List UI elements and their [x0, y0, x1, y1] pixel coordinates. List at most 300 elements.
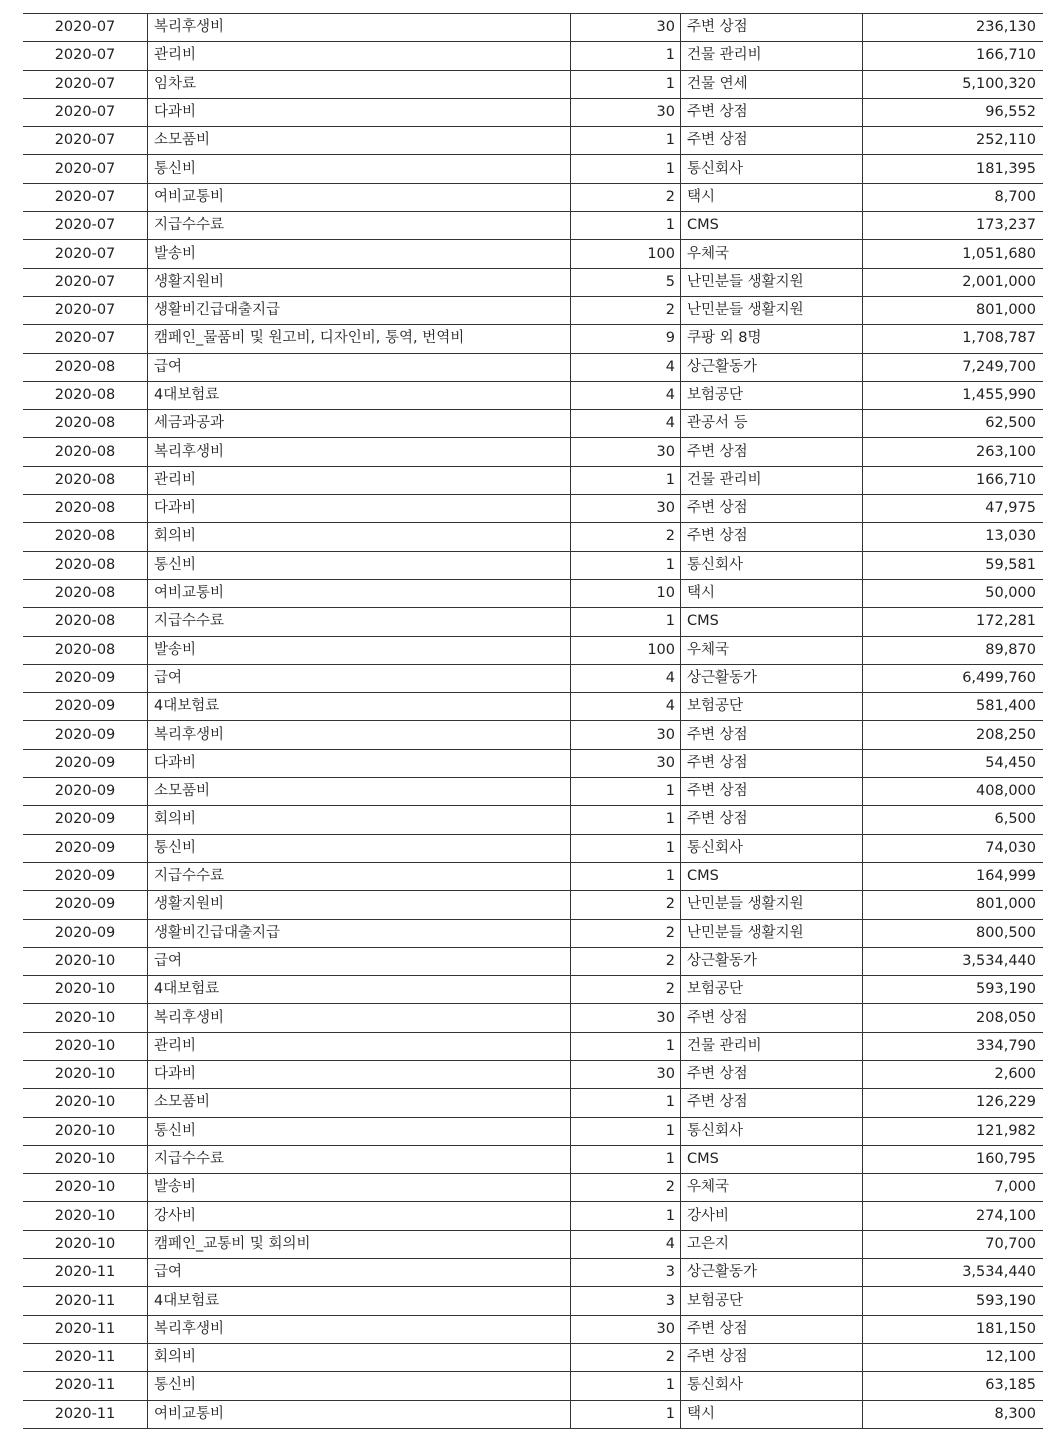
- amount-cell: 126,229: [863, 1089, 1044, 1117]
- payee-cell: 건물 관리비: [681, 1032, 863, 1060]
- amount-cell: 1,455,990: [863, 381, 1044, 409]
- table-row: [23, 1117, 1043, 1145]
- payee-cell: 통신회사: [681, 1372, 863, 1400]
- month-cell: 2020-08: [23, 495, 148, 523]
- payee-cell: 주변 상점: [681, 721, 863, 749]
- amount-cell: 2,001,000: [863, 268, 1044, 296]
- expense-item-cell: 관리비: [148, 466, 571, 494]
- quantity-cell: 100: [571, 636, 681, 664]
- month-cell: 2020-07: [23, 325, 148, 353]
- amount-cell: 593,190: [863, 976, 1044, 1004]
- expense-item-cell: 발송비: [148, 240, 571, 268]
- month-cell: 2020-09: [23, 834, 148, 862]
- month-cell: 2020-11: [23, 1287, 148, 1315]
- quantity-cell: 3: [571, 1287, 681, 1315]
- quantity-cell: 1: [571, 70, 681, 98]
- month-cell: 2020-07: [23, 240, 148, 268]
- expense-item-cell: 여비교통비: [148, 1400, 571, 1428]
- amount-cell: 263,100: [863, 438, 1044, 466]
- table-row: [23, 523, 1043, 551]
- expense-item-cell: 회의비: [148, 1343, 571, 1371]
- expense-item-cell: 4대보험료: [148, 381, 571, 409]
- amount-cell: 181,150: [863, 1315, 1044, 1343]
- quantity-cell: 1: [571, 212, 681, 240]
- quantity-cell: 30: [571, 721, 681, 749]
- amount-cell: 208,250: [863, 721, 1044, 749]
- payee-cell: 보험공단: [681, 976, 863, 1004]
- month-cell: 2020-07: [23, 70, 148, 98]
- payee-cell: 상근활동가: [681, 1259, 863, 1287]
- table-row: [23, 353, 1043, 381]
- month-cell: 2020-10: [23, 1004, 148, 1032]
- expense-item-cell: 지급수수료: [148, 608, 571, 636]
- payee-cell: 보험공단: [681, 693, 863, 721]
- expense-item-cell: 통신비: [148, 1372, 571, 1400]
- quantity-cell: 1: [571, 862, 681, 890]
- amount-cell: 89,870: [863, 636, 1044, 664]
- amount-cell: 5,100,320: [863, 70, 1044, 98]
- expense-item-cell: 통신비: [148, 551, 571, 579]
- expense-item-cell: 소모품비: [148, 1089, 571, 1117]
- amount-cell: 173,237: [863, 212, 1044, 240]
- quantity-cell: 10: [571, 579, 681, 607]
- payee-cell: 주변 상점: [681, 523, 863, 551]
- payee-cell: 택시: [681, 579, 863, 607]
- expense-item-cell: 복리후생비: [148, 14, 571, 42]
- month-cell: 2020-08: [23, 381, 148, 409]
- amount-cell: 8,300: [863, 1400, 1044, 1428]
- month-cell: 2020-10: [23, 1032, 148, 1060]
- amount-cell: 181,395: [863, 155, 1044, 183]
- payee-cell: 보험공단: [681, 381, 863, 409]
- expense-item-cell: 캠페인_물품비 및 원고비, 디자인비, 통역, 번역비: [148, 325, 571, 353]
- payee-cell: 고은지: [681, 1230, 863, 1258]
- quantity-cell: 1: [571, 127, 681, 155]
- expense-item-cell: 다과비: [148, 1060, 571, 1088]
- table-row: [23, 1372, 1043, 1400]
- table-row: [23, 1287, 1043, 1315]
- quantity-cell: 1: [571, 1400, 681, 1428]
- month-cell: 2020-07: [23, 268, 148, 296]
- table-row: [23, 410, 1043, 438]
- month-cell: 2020-08: [23, 579, 148, 607]
- expense-item-cell: 다과비: [148, 98, 571, 126]
- expense-item-cell: 급여: [148, 353, 571, 381]
- payee-cell: 주변 상점: [681, 495, 863, 523]
- table-row: [23, 976, 1043, 1004]
- payee-cell: 주변 상점: [681, 1060, 863, 1088]
- month-cell: 2020-09: [23, 862, 148, 890]
- payee-cell: 상근활동가: [681, 664, 863, 692]
- quantity-cell: 4: [571, 693, 681, 721]
- quantity-cell: 30: [571, 495, 681, 523]
- expense-item-cell: 생활지원비: [148, 891, 571, 919]
- payee-cell: 주변 상점: [681, 438, 863, 466]
- table-row: [23, 1400, 1043, 1428]
- quantity-cell: 5: [571, 268, 681, 296]
- payee-cell: 건물 관리비: [681, 42, 863, 70]
- quantity-cell: 100: [571, 240, 681, 268]
- expense-item-cell: 생활비긴급대출지급: [148, 919, 571, 947]
- month-cell: 2020-11: [23, 1259, 148, 1287]
- month-cell: 2020-09: [23, 891, 148, 919]
- quantity-cell: 30: [571, 14, 681, 42]
- amount-cell: 6,500: [863, 806, 1044, 834]
- table-row: [23, 127, 1043, 155]
- amount-cell: 3,534,440: [863, 947, 1044, 975]
- payee-cell: 통신회사: [681, 551, 863, 579]
- table-row: [23, 1174, 1043, 1202]
- table-row: [23, 608, 1043, 636]
- payee-cell: 강사비: [681, 1202, 863, 1230]
- amount-cell: 50,000: [863, 579, 1044, 607]
- table-row: [23, 579, 1043, 607]
- payee-cell: 주변 상점: [681, 806, 863, 834]
- quantity-cell: 30: [571, 438, 681, 466]
- amount-cell: 12,100: [863, 1343, 1044, 1371]
- expense-item-cell: 급여: [148, 664, 571, 692]
- quantity-cell: 3: [571, 1259, 681, 1287]
- amount-cell: 800,500: [863, 919, 1044, 947]
- expense-item-cell: 세금과공과: [148, 410, 571, 438]
- amount-cell: 13,030: [863, 523, 1044, 551]
- quantity-cell: 2: [571, 919, 681, 947]
- month-cell: 2020-07: [23, 155, 148, 183]
- amount-cell: 166,710: [863, 42, 1044, 70]
- expense-item-cell: 다과비: [148, 495, 571, 523]
- payee-cell: 통신회사: [681, 155, 863, 183]
- payee-cell: 주변 상점: [681, 1089, 863, 1117]
- amount-cell: 62,500: [863, 410, 1044, 438]
- quantity-cell: 30: [571, 1060, 681, 1088]
- quantity-cell: 30: [571, 1315, 681, 1343]
- amount-cell: 6,499,760: [863, 664, 1044, 692]
- month-cell: 2020-08: [23, 466, 148, 494]
- quantity-cell: 30: [571, 98, 681, 126]
- payee-cell: 난민분들 생활지원: [681, 268, 863, 296]
- payee-cell: 우체국: [681, 1174, 863, 1202]
- month-cell: 2020-10: [23, 1145, 148, 1173]
- table-row: [23, 212, 1043, 240]
- table-row: [23, 1004, 1043, 1032]
- month-cell: 2020-07: [23, 212, 148, 240]
- payee-cell: 난민분들 생활지원: [681, 296, 863, 324]
- expense-item-cell: 관리비: [148, 1032, 571, 1060]
- expense-item-cell: 급여: [148, 1259, 571, 1287]
- table-row: [23, 98, 1043, 126]
- table-row: [23, 721, 1043, 749]
- month-cell: 2020-10: [23, 947, 148, 975]
- quantity-cell: 1: [571, 1202, 681, 1230]
- expense-item-cell: 지급수수료: [148, 1145, 571, 1173]
- quantity-cell: 1: [571, 834, 681, 862]
- quantity-cell: 2: [571, 296, 681, 324]
- expense-item-cell: 복리후생비: [148, 438, 571, 466]
- quantity-cell: 1: [571, 466, 681, 494]
- table-row: [23, 495, 1043, 523]
- month-cell: 2020-11: [23, 1315, 148, 1343]
- quantity-cell: 2: [571, 891, 681, 919]
- quantity-cell: 1: [571, 42, 681, 70]
- month-cell: 2020-09: [23, 778, 148, 806]
- payee-cell: 주변 상점: [681, 127, 863, 155]
- expense-item-cell: 복리후생비: [148, 721, 571, 749]
- payee-cell: 건물 연세: [681, 70, 863, 98]
- amount-cell: 70,700: [863, 1230, 1044, 1258]
- payee-cell: 택시: [681, 183, 863, 211]
- amount-cell: 172,281: [863, 608, 1044, 636]
- expense-item-cell: 관리비: [148, 42, 571, 70]
- amount-cell: 1,708,787: [863, 325, 1044, 353]
- table-row: [23, 1315, 1043, 1343]
- table-row: [23, 268, 1043, 296]
- table-row: [23, 381, 1043, 409]
- month-cell: 2020-10: [23, 1174, 148, 1202]
- payee-cell: 보험공단: [681, 1287, 863, 1315]
- expense-item-cell: 생활비긴급대출지급: [148, 296, 571, 324]
- table-row: [23, 778, 1043, 806]
- payee-cell: 통신회사: [681, 834, 863, 862]
- month-cell: 2020-10: [23, 1060, 148, 1088]
- amount-cell: 801,000: [863, 296, 1044, 324]
- quantity-cell: 30: [571, 1004, 681, 1032]
- quantity-cell: 1: [571, 551, 681, 579]
- quantity-cell: 30: [571, 749, 681, 777]
- payee-cell: 난민분들 생활지원: [681, 919, 863, 947]
- amount-cell: 96,552: [863, 98, 1044, 126]
- table-row: [23, 42, 1043, 70]
- quantity-cell: 1: [571, 155, 681, 183]
- month-cell: 2020-09: [23, 721, 148, 749]
- month-cell: 2020-07: [23, 98, 148, 126]
- table-row: [23, 693, 1043, 721]
- table-row: [23, 749, 1043, 777]
- amount-cell: 236,130: [863, 14, 1044, 42]
- amount-cell: 8,700: [863, 183, 1044, 211]
- month-cell: 2020-07: [23, 14, 148, 42]
- table-row: [23, 1202, 1043, 1230]
- table-row: [23, 296, 1043, 324]
- payee-cell: 주변 상점: [681, 98, 863, 126]
- table-row: [23, 862, 1043, 890]
- expense-item-cell: 캠페인_교통비 및 회의비: [148, 1230, 571, 1258]
- table-row: [23, 438, 1043, 466]
- amount-cell: 274,100: [863, 1202, 1044, 1230]
- amount-cell: 334,790: [863, 1032, 1044, 1060]
- month-cell: 2020-10: [23, 976, 148, 1004]
- table-row: [23, 1089, 1043, 1117]
- amount-cell: 164,999: [863, 862, 1044, 890]
- expense-item-cell: 4대보험료: [148, 976, 571, 1004]
- month-cell: 2020-09: [23, 693, 148, 721]
- amount-cell: 581,400: [863, 693, 1044, 721]
- expense-item-cell: 복리후생비: [148, 1315, 571, 1343]
- amount-cell: 166,710: [863, 466, 1044, 494]
- table-row: [23, 834, 1043, 862]
- month-cell: 2020-09: [23, 806, 148, 834]
- payee-cell: 관공서 등: [681, 410, 863, 438]
- payee-cell: 난민분들 생활지원: [681, 891, 863, 919]
- quantity-cell: 1: [571, 1117, 681, 1145]
- payee-cell: 상근활동가: [681, 947, 863, 975]
- amount-cell: 593,190: [863, 1287, 1044, 1315]
- payee-cell: 주변 상점: [681, 1343, 863, 1371]
- table-row: [23, 664, 1043, 692]
- payee-cell: 주변 상점: [681, 1315, 863, 1343]
- expense-item-cell: 임차료: [148, 70, 571, 98]
- quantity-cell: 4: [571, 381, 681, 409]
- table-row: [23, 1343, 1043, 1371]
- month-cell: 2020-08: [23, 410, 148, 438]
- amount-cell: 208,050: [863, 1004, 1044, 1032]
- amount-cell: 3,534,440: [863, 1259, 1044, 1287]
- expense-item-cell: 지급수수료: [148, 862, 571, 890]
- month-cell: 2020-07: [23, 183, 148, 211]
- month-cell: 2020-08: [23, 353, 148, 381]
- payee-cell: 주변 상점: [681, 14, 863, 42]
- expense-item-cell: 4대보험료: [148, 1287, 571, 1315]
- table-row: [23, 1230, 1043, 1258]
- month-cell: 2020-11: [23, 1372, 148, 1400]
- amount-cell: 1,051,680: [863, 240, 1044, 268]
- quantity-cell: 9: [571, 325, 681, 353]
- month-cell: 2020-08: [23, 551, 148, 579]
- payee-cell: 주변 상점: [681, 749, 863, 777]
- amount-cell: 160,795: [863, 1145, 1044, 1173]
- amount-cell: 47,975: [863, 495, 1044, 523]
- month-cell: 2020-09: [23, 664, 148, 692]
- amount-cell: 54,450: [863, 749, 1044, 777]
- month-cell: 2020-08: [23, 608, 148, 636]
- expense-ledger-table: [23, 13, 1043, 1429]
- expense-item-cell: 4대보험료: [148, 693, 571, 721]
- quantity-cell: 4: [571, 664, 681, 692]
- table-row: [23, 919, 1043, 947]
- expense-item-cell: 생활지원비: [148, 268, 571, 296]
- quantity-cell: 1: [571, 1145, 681, 1173]
- table-row: [23, 551, 1043, 579]
- payee-cell: CMS: [681, 862, 863, 890]
- quantity-cell: 1: [571, 778, 681, 806]
- table-row: [23, 1032, 1043, 1060]
- table-row: [23, 240, 1043, 268]
- month-cell: 2020-08: [23, 438, 148, 466]
- payee-cell: 통신회사: [681, 1117, 863, 1145]
- expense-item-cell: 통신비: [148, 834, 571, 862]
- table-row: [23, 70, 1043, 98]
- amount-cell: 7,249,700: [863, 353, 1044, 381]
- month-cell: 2020-08: [23, 636, 148, 664]
- table-row: [23, 14, 1043, 42]
- month-cell: 2020-09: [23, 919, 148, 947]
- quantity-cell: 1: [571, 1032, 681, 1060]
- month-cell: 2020-08: [23, 523, 148, 551]
- payee-cell: 주변 상점: [681, 1004, 863, 1032]
- payee-cell: 건물 관리비: [681, 466, 863, 494]
- expense-item-cell: 회의비: [148, 523, 571, 551]
- month-cell: 2020-11: [23, 1343, 148, 1371]
- payee-cell: CMS: [681, 608, 863, 636]
- expense-item-cell: 회의비: [148, 806, 571, 834]
- quantity-cell: 1: [571, 1372, 681, 1400]
- amount-cell: 59,581: [863, 551, 1044, 579]
- quantity-cell: 4: [571, 1230, 681, 1258]
- amount-cell: 252,110: [863, 127, 1044, 155]
- expense-item-cell: 여비교통비: [148, 579, 571, 607]
- quantity-cell: 1: [571, 1089, 681, 1117]
- table-row: [23, 466, 1043, 494]
- payee-cell: 상근활동가: [681, 353, 863, 381]
- expense-item-cell: 발송비: [148, 636, 571, 664]
- amount-cell: 2,600: [863, 1060, 1044, 1088]
- payee-cell: 우체국: [681, 636, 863, 664]
- month-cell: 2020-10: [23, 1230, 148, 1258]
- expense-item-cell: 통신비: [148, 155, 571, 183]
- expense-item-cell: 급여: [148, 947, 571, 975]
- payee-cell: 쿠팡 외 8명: [681, 325, 863, 353]
- quantity-cell: 1: [571, 608, 681, 636]
- quantity-cell: 4: [571, 353, 681, 381]
- amount-cell: 63,185: [863, 1372, 1044, 1400]
- quantity-cell: 2: [571, 976, 681, 1004]
- amount-cell: 801,000: [863, 891, 1044, 919]
- table-row: [23, 636, 1043, 664]
- quantity-cell: 2: [571, 1174, 681, 1202]
- amount-cell: 121,982: [863, 1117, 1044, 1145]
- expense-item-cell: 지급수수료: [148, 212, 571, 240]
- month-cell: 2020-10: [23, 1117, 148, 1145]
- amount-cell: 74,030: [863, 834, 1044, 862]
- payee-cell: 우체국: [681, 240, 863, 268]
- table-row: [23, 183, 1043, 211]
- amount-cell: 408,000: [863, 778, 1044, 806]
- month-cell: 2020-09: [23, 749, 148, 777]
- expense-item-cell: 복리후생비: [148, 1004, 571, 1032]
- month-cell: 2020-07: [23, 127, 148, 155]
- quantity-cell: 2: [571, 1343, 681, 1371]
- expense-item-cell: 강사비: [148, 1202, 571, 1230]
- quantity-cell: 1: [571, 806, 681, 834]
- payee-cell: 주변 상점: [681, 778, 863, 806]
- month-cell: 2020-07: [23, 42, 148, 70]
- month-cell: 2020-11: [23, 1400, 148, 1428]
- table-row: [23, 947, 1043, 975]
- payee-cell: CMS: [681, 212, 863, 240]
- month-cell: 2020-10: [23, 1089, 148, 1117]
- expense-item-cell: 통신비: [148, 1117, 571, 1145]
- expense-item-cell: 여비교통비: [148, 183, 571, 211]
- expense-item-cell: 다과비: [148, 749, 571, 777]
- quantity-cell: 2: [571, 183, 681, 211]
- table-row: [23, 1060, 1043, 1088]
- expense-item-cell: 발송비: [148, 1174, 571, 1202]
- ledger-body: [23, 14, 1043, 1429]
- quantity-cell: 2: [571, 947, 681, 975]
- table-row: [23, 325, 1043, 353]
- quantity-cell: 4: [571, 410, 681, 438]
- table-row: [23, 155, 1043, 183]
- expense-item-cell: 소모품비: [148, 778, 571, 806]
- month-cell: 2020-07: [23, 296, 148, 324]
- table-row: [23, 891, 1043, 919]
- table-row: [23, 1145, 1043, 1173]
- table-row: [23, 806, 1043, 834]
- table-row: [23, 1259, 1043, 1287]
- month-cell: 2020-10: [23, 1202, 148, 1230]
- payee-cell: CMS: [681, 1145, 863, 1173]
- payee-cell: 택시: [681, 1400, 863, 1428]
- expense-item-cell: 소모품비: [148, 127, 571, 155]
